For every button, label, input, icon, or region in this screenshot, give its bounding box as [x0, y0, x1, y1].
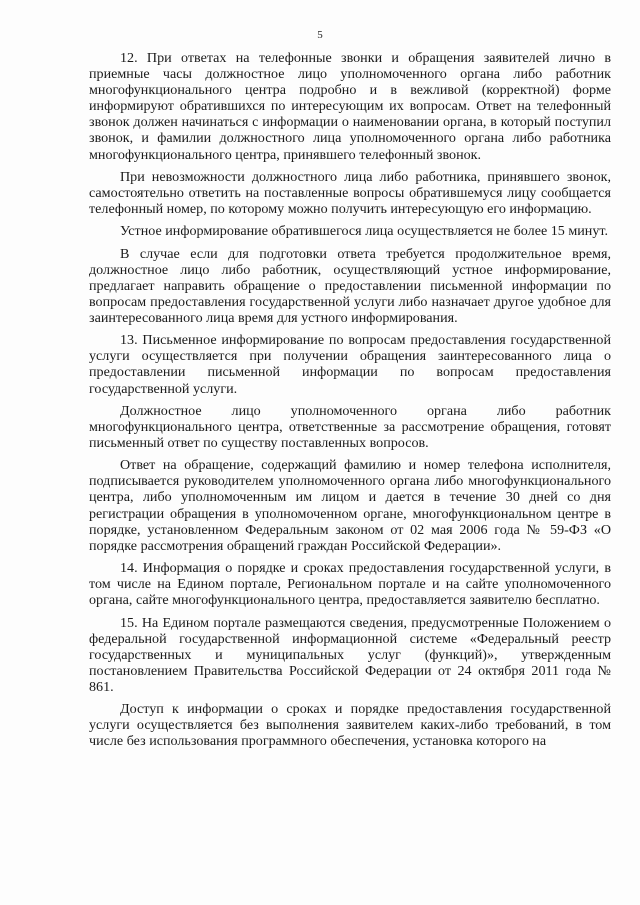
paragraph-unable-to-answer: При невозможности должностного лица либо работника, принявшего звонок, самостоятельно ответить на поставленные вопросы обратившемуся лицу сообщается телефонный номер, по которому можно получить интересующую его информацию. — [89, 168, 611, 218]
page-number: 5 — [317, 29, 323, 41]
paragraph-written-answer: Должностное лицо уполномоченного органа либо работник многофункционального центра, ответственные за рассмотрение обращения, готовят письменный ответ по существу поставленных вопросов. — [89, 402, 611, 451]
paragraph-access-to-information: Доступ к информации о сроках и порядке предоставления государственной услуги осуществляется без выполнения заявителем каких-либо требований, в том числе без использования программного обеспечения, установка которого на — [89, 701, 611, 750]
paragraph-14-free-information: 14. Информация о порядке и сроках предоставления государственной услуги, в том числе на Едином портале, Региональном портале и на сайте уполномоченного органа, сайте многофункционального центра, предоставляется заявителю бесплатно. — [89, 560, 611, 609]
paragraph-12-telephone-answers: 12. При ответах на телефонные звонки и обращения заявителей лично в приемные часы должностное лицо уполномоченного органа либо работник многофункционального центра подробно и в вежливой (корректной) форме информируют обратившихся по интересующим их вопросам. Ответ на телефонный звонок должен начинаться с информации о наименовании органа, в который поступил звонок, и фамилии должностного лица уполномоченного органа либо работника многофункционального центра, принявшего телефонный звонок. — [89, 50, 611, 163]
paragraph-oral-duration: Устное информирование обратившегося лица осуществляется не более 15 минут. — [120, 223, 609, 240]
document-body — [89, 50, 611, 756]
paragraph-13-written-informing: 13. Письменное информирование по вопросам предоставления государственной услуги осуществляется при получении обращения заинтересованного лица о предоставлении письменной информации по вопросам предоставления государственной услуги. — [89, 332, 611, 397]
paragraph-long-preparation: В случае если для подготовки ответа требуется продолжительное время, должностное лицо либо работник, осуществляющий устное информирование, предлагает направить обращение о предоставлении письменной информации по вопросам предоставления государственной услуги либо назначает другое удобное для заинтересованного лица время для устного информирования. — [89, 245, 611, 326]
paragraph-answer-signature: Ответ на обращение, содержащий фамилию и номер телефона исполнителя, подписывается руководителем уполномоченного органа либо многофункционального центра, либо уполномоченным им лицом и дается в течение 30 дней со дня регистрации обращения в уполномоченном органе, многофункциональном центре в порядке, установленном Федеральным законом от 02 мая 2006 года № 59-ФЗ «О порядке рассмотрения обращений граждан Российской Федерации». — [89, 457, 611, 554]
paragraph-15-unified-portal: 15. На Едином портале размещаются сведения, предусмотренные Положением о федеральной государственной информационной системе «Федеральный реестр государственных и муниципальных услуг (функций)», утвержденным постановлением Правительства Российской Федерации от 24 октября 2011 года № 861. — [89, 614, 611, 695]
